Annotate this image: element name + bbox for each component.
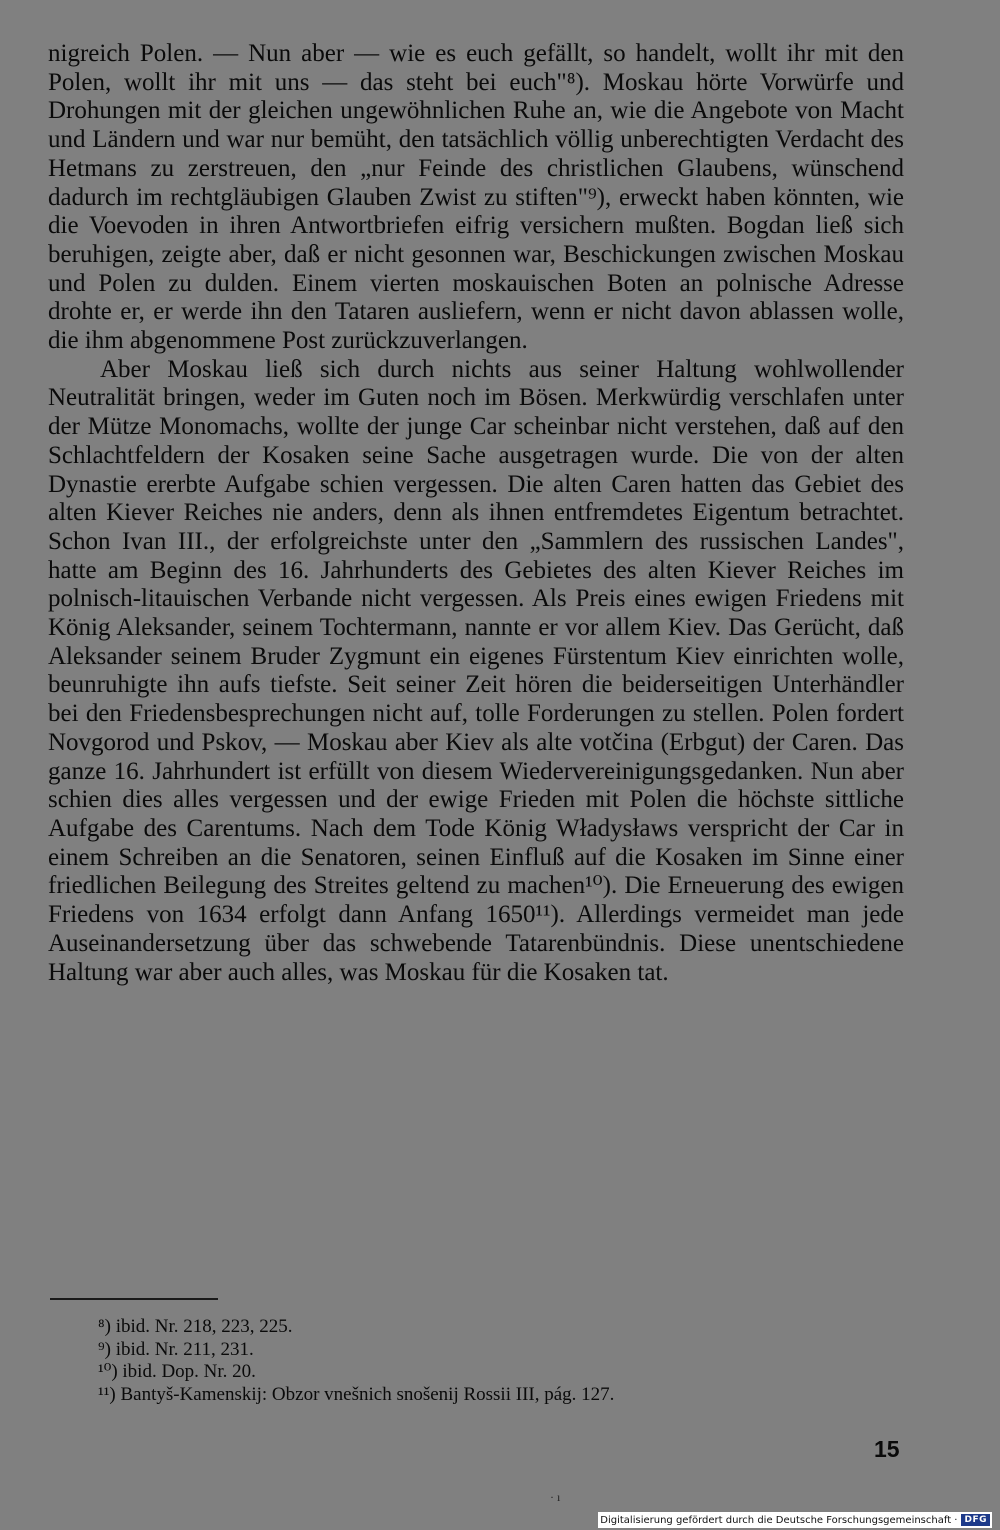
paragraph-1: nigreich Polen. — Nun aber — wie es euch gefällt, so handelt, wollt ihr mit den Polen, wollt ihr mit uns — das steht bei euch"⁸). Moskau hörte Vorwürfe und Drohungen mit der gleichen ungewöhnlichen Ruhe an, wie die Angebote von Macht und Ländern und war nur bemüht, den tatsächlich völlig unberechtigten Verdacht des Hetmans zu zerstreuen, den „nur Feinde des christlichen Glaubens, wünschend dadurch im rechtgläubigen Glauben Zwist zu stiften"⁹), erweckt haben könnten, wie die Voevoden in ihren Antwortbriefen eifrig versichern mußten. Bogdan ließ sich beruhigen, zeigte aber, daß er nicht gesonnen war, Beschickungen zwischen Moskau und Polen zu dulden. Einem vierten moskauischen Boten an polnische Adresse drohte er, er werde ihn den Tataren ausliefern, wenn er nicht davon ablassen wolle, die ihm abgenommene Post zurückzuverlangen. xyxy=(48,40,904,355)
bottom-mark: · ı xyxy=(550,1490,561,1504)
credit-text: Digitalisierung gefördert durch die Deutsche Forschungsgemeinschaft · xyxy=(600,1514,958,1526)
page-body xyxy=(48,40,904,987)
footnote-rule xyxy=(50,1298,218,1300)
digitization-credit xyxy=(598,1512,992,1528)
paragraph-2: Aber Moskau ließ sich durch nichts aus seiner Haltung wohlwollender Neutralität bringen, weder im Guten noch im Bösen. Merkwürdig verschlafen unter der Mütze Monomachs, wollte der junge Car scheinbar nicht verstehen, daß auf den Schlachtfeldern der Kosaken seine Sache ausgetragen wurde. Die von der alten Dynastie ererbte Aufgabe schien vergessen. Die alten Caren hatten das Gebiet des alten Kiever Reiches nie anders, denn als ihnen entfremdetes Eigentum betrachtet. Schon Ivan III., der erfolgreichste unter den „Sammlern des russischen Landes", hatte am Beginn des 16. Jahrhunderts des Gebietes des alten Kiever Reiches im polnisch-litauischen Verbande nicht vergessen. Als Preis eines ewigen Friedens mit König Aleksander, seinem Tochtermann, nannte er vor allem Kiev. Das Gerücht, daß Aleksander seinem Bruder Zygmunt ein eigenes Fürstentum Kiev einrichten wolle, beunruhigte ihn aufs tiefste. Seit seiner Zeit hören die beiderseitigen Unterhändler bei den Friedensbesprechungen nicht auf, tolle Forderungen zu stellen. Polen fordert Novgorod und Pskov, — Moskau aber Kiev als alte votčina (Erbgut) der Caren. Das ganze 16. Jahrhundert ist erfüllt von diesem Wiedervereinigungsgedanken. Nun aber schien dies alles vergessen und der ewige Frieden mit Polen die höchste sittliche Aufgabe des Carentums. Nach dem Tode König Władysławs verspricht der Car in einem Schreiben an die Senatoren, seinen Einfluß auf die Kosaken im Sinne einer friedlichen Beilegung des Streites geltend zu machen¹⁰). Die Erneuerung des ewigen Friedens von 1634 erfolgt dann Anfang 1650¹¹). Allerdings vermeidet man jede Auseinandersetzung über das schwebende Tatarenbündnis. Diese unentschiedene Haltung war aber auch alles, was Moskau für die Kosaken tat. xyxy=(48,355,904,986)
footnote-11: ¹¹) Bantyš-Kamenskij: Obzor vnešnich snošenij Rossii III, pág. 127. xyxy=(98,1384,615,1406)
dfg-logo-icon: DFG xyxy=(961,1514,990,1526)
footnotes xyxy=(98,1316,918,1407)
footnote-10: ¹⁰) ibid. Dop. Nr. 20. xyxy=(98,1361,256,1383)
page-number: 15 xyxy=(874,1436,900,1462)
footnote-8: ⁸) ibid. Nr. 218, 223, 225. xyxy=(98,1316,293,1337)
footnote-9: ⁹) ibid. Nr. 211, 231. xyxy=(98,1338,254,1360)
